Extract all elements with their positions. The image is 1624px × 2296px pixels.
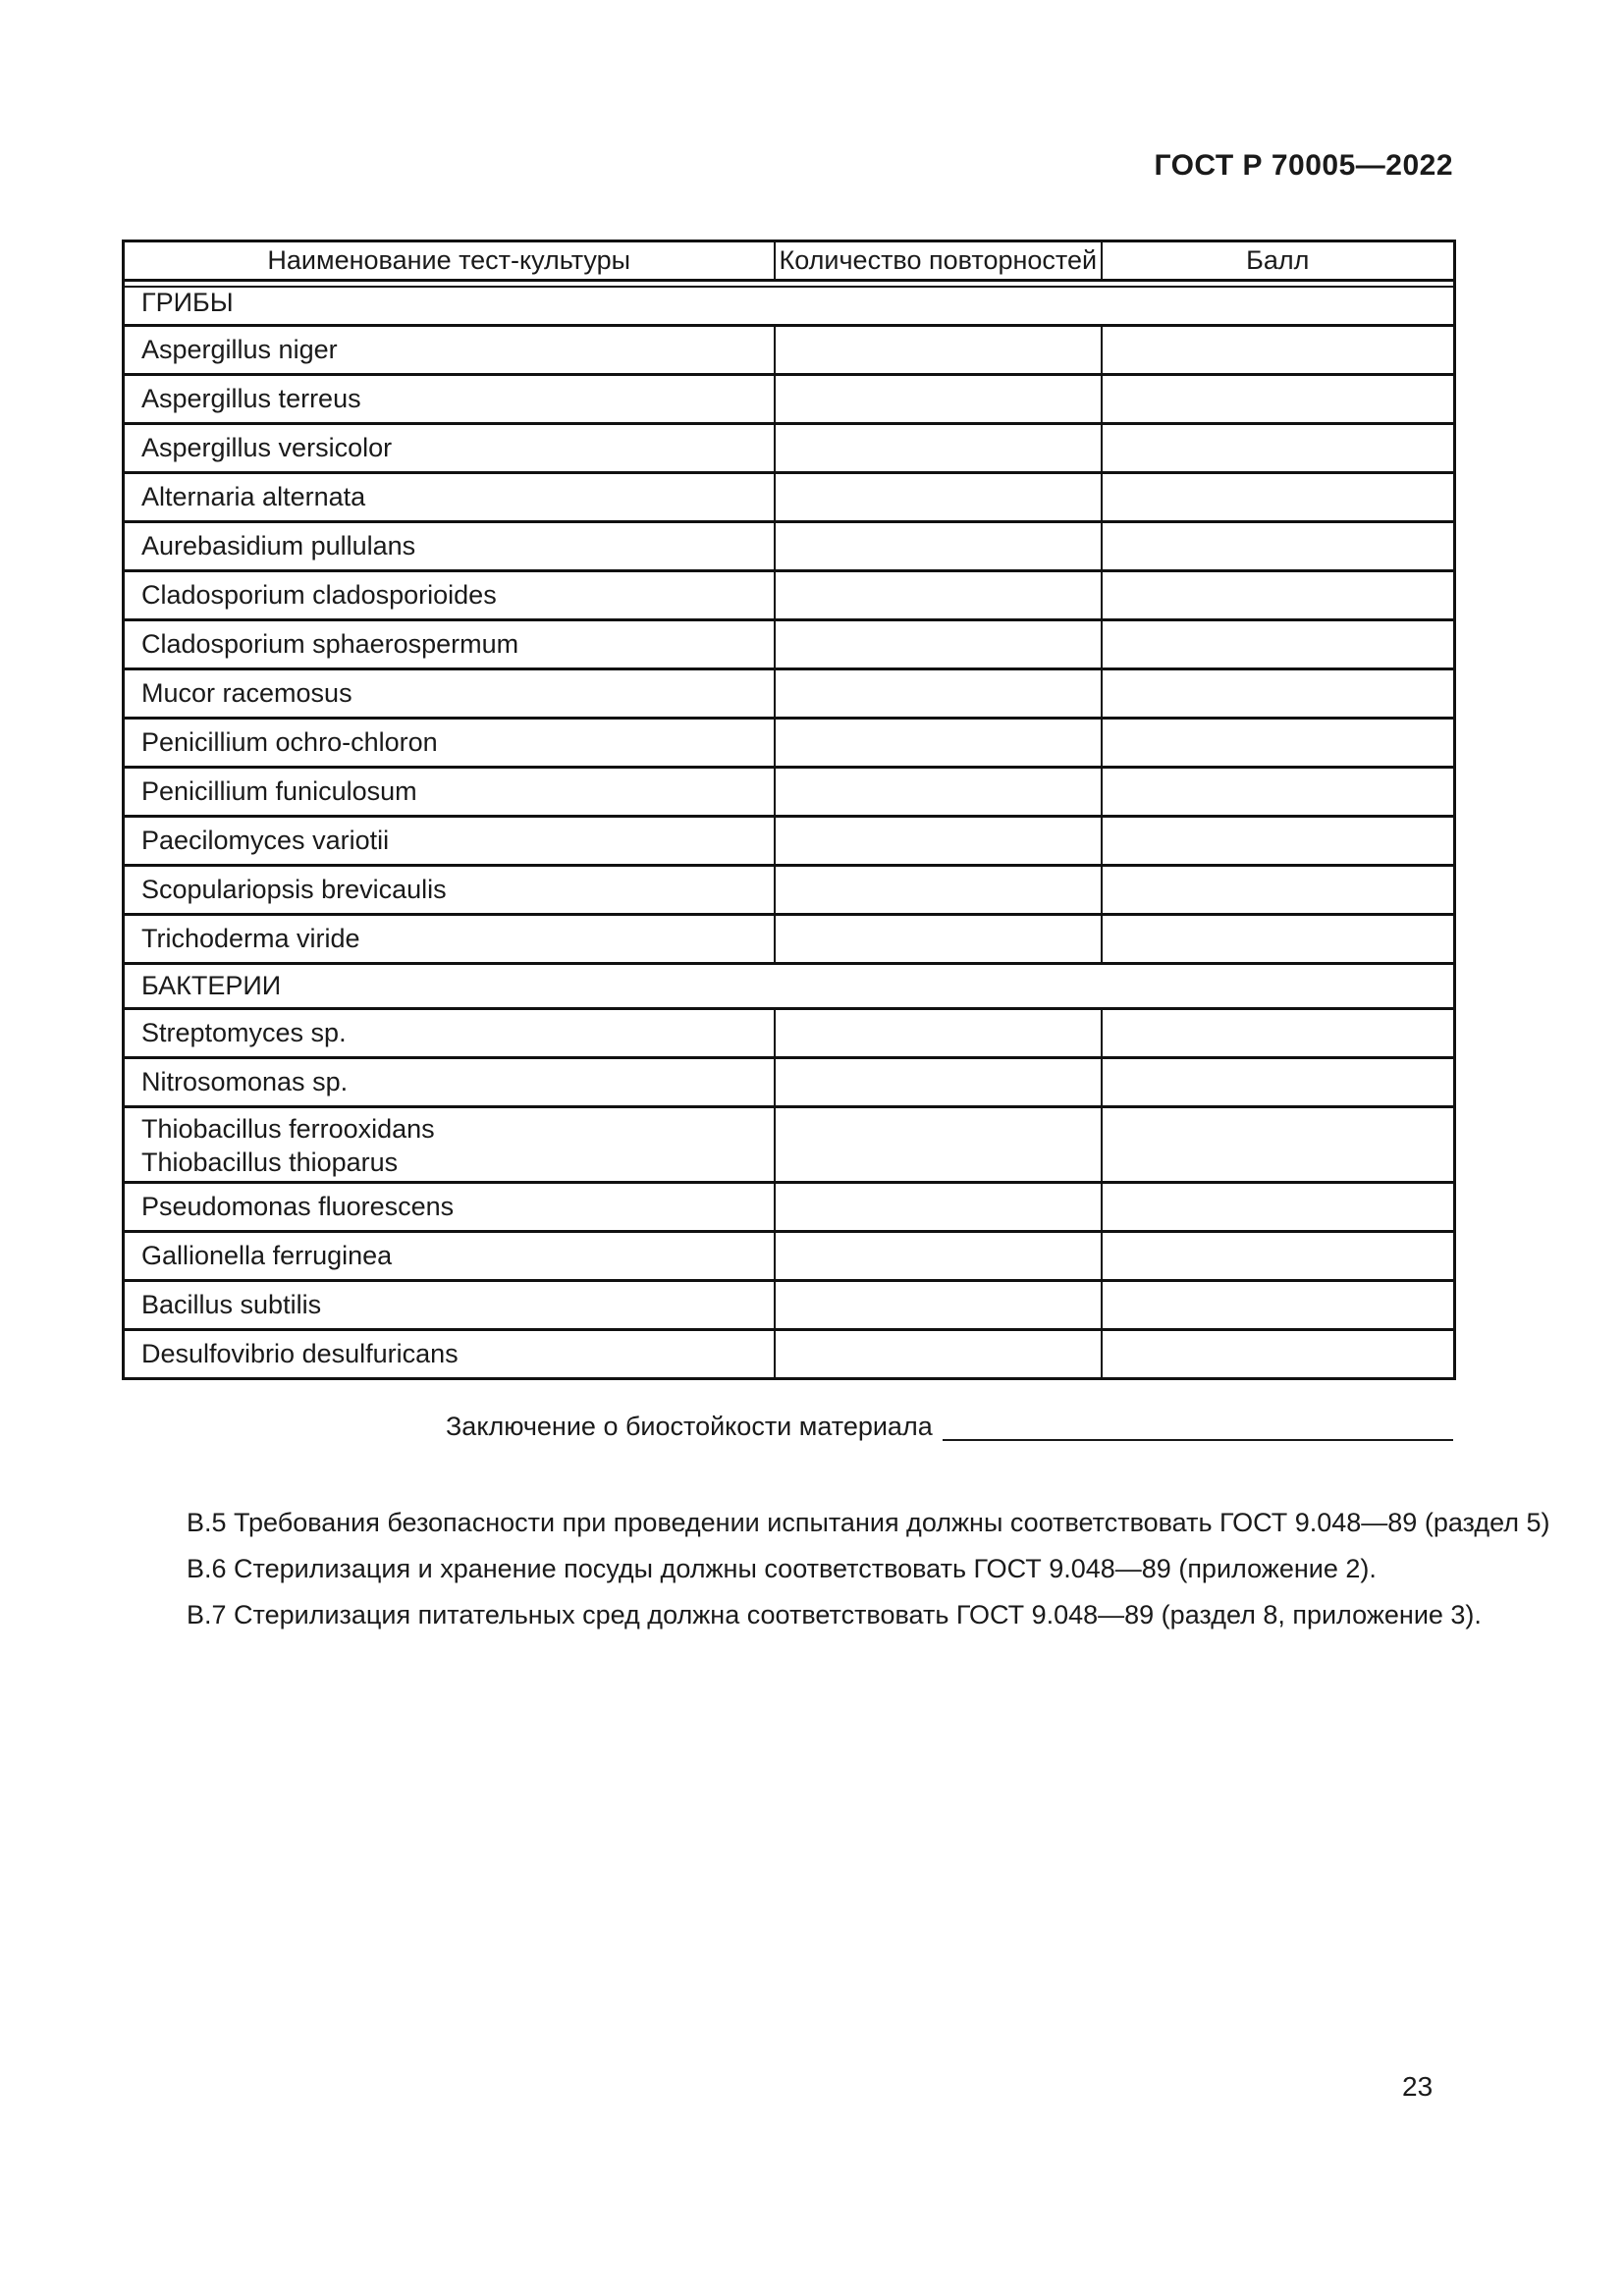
table-row — [124, 1009, 1455, 1058]
repetitions-cell — [775, 1107, 1102, 1183]
table-row — [124, 571, 1455, 620]
score-cell — [1102, 669, 1455, 719]
culture-name-cell: Cladosporium cladosporioides — [124, 571, 775, 620]
section-label: БАКТЕРИИ — [124, 964, 1455, 1009]
conclusion-line — [122, 1412, 1453, 1442]
repetitions-cell — [775, 1281, 1102, 1330]
culture-name-cell: Aurebasidium pullulans — [124, 522, 775, 571]
culture-name-cell: Streptomyces sp. — [124, 1009, 775, 1058]
table-row — [124, 522, 1455, 571]
culture-name-cell: Mucor racemosus — [124, 669, 775, 719]
table-header-row — [124, 241, 1455, 281]
score-cell — [1102, 1281, 1455, 1330]
table-row — [124, 915, 1455, 964]
score-cell — [1102, 768, 1455, 817]
culture-name-cell: Scopulariopsis brevicaulis — [124, 866, 775, 915]
repetitions-cell — [775, 326, 1102, 375]
score-cell — [1102, 1183, 1455, 1232]
culture-name-cell: Trichoderma viride — [124, 915, 775, 964]
culture-name-cell: Penicillium funiculosum — [124, 768, 775, 817]
note-b5: В.5 Требования безопасности при проведении испытания должны соответствовать ГОСТ 9.048—89 (раздел 5) — [187, 1508, 1550, 1537]
culture-name-line2: Thiobacillus thioparus — [141, 1148, 399, 1177]
score-cell — [1102, 915, 1455, 964]
notes-block — [187, 1500, 1550, 1638]
repetitions-cell — [775, 620, 1102, 669]
note-b7: В.7 Стерилизация питательных сред должна соответствовать ГОСТ 9.048—89 (раздел 8, приложение 3). — [187, 1600, 1482, 1629]
score-cell — [1102, 375, 1455, 424]
score-cell — [1102, 473, 1455, 522]
culture-name-cell: Cladosporium sphaerospermum — [124, 620, 775, 669]
table-row — [124, 1330, 1455, 1379]
repetitions-cell — [775, 915, 1102, 964]
table-row — [124, 375, 1455, 424]
table-row — [124, 866, 1455, 915]
repetitions-cell — [775, 817, 1102, 866]
culture-name-cell — [124, 1107, 775, 1183]
repetitions-cell — [775, 571, 1102, 620]
page-number: 23 — [1402, 2071, 1434, 2102]
repetitions-cell — [775, 768, 1102, 817]
table-row — [124, 620, 1455, 669]
column-header-score: Балл — [1102, 241, 1455, 281]
culture-name-cell: Bacillus subtilis — [124, 1281, 775, 1330]
repetitions-cell — [775, 1183, 1102, 1232]
repetitions-cell — [775, 669, 1102, 719]
culture-name-cell: Nitrosomonas sp. — [124, 1058, 775, 1107]
column-header-culture-name: Наименование тест-культуры — [124, 241, 775, 281]
table-row — [124, 669, 1455, 719]
score-cell — [1102, 522, 1455, 571]
score-cell — [1102, 866, 1455, 915]
repetitions-cell — [775, 1330, 1102, 1379]
document-number: ГОСТ Р 70005—2022 — [1154, 149, 1453, 182]
table-row — [124, 1183, 1455, 1232]
culture-name-cell: Penicillium ochro-chloron — [124, 719, 775, 768]
score-cell — [1102, 571, 1455, 620]
table-row — [124, 1232, 1455, 1281]
repetitions-cell — [775, 375, 1102, 424]
culture-name-cell: Alternaria alternata — [124, 473, 775, 522]
repetitions-cell — [775, 866, 1102, 915]
header-double-rule — [122, 286, 1453, 288]
table-row — [124, 817, 1455, 866]
test-cultures-table — [122, 240, 1456, 1380]
culture-name-cell: Desulfovibrio desulfuricans — [124, 1330, 775, 1379]
score-cell — [1102, 817, 1455, 866]
score-cell — [1102, 1009, 1455, 1058]
score-cell — [1102, 1107, 1455, 1183]
table-row — [124, 473, 1455, 522]
note-b6: В.6 Стерилизация и хранение посуды должны соответствовать ГОСТ 9.048—89 (приложение 2). — [187, 1554, 1377, 1583]
conclusion-blank-line — [943, 1413, 1453, 1441]
culture-name-cell: Paecilomyces variotii — [124, 817, 775, 866]
culture-name-cell: Aspergillus versicolor — [124, 424, 775, 473]
test-cultures-table-wrap — [122, 240, 1453, 1380]
repetitions-cell — [775, 719, 1102, 768]
table-row — [124, 326, 1455, 375]
section-row-bacteria — [124, 964, 1455, 1009]
table-row — [124, 1107, 1455, 1183]
conclusion-label: Заключение о биостойкости материала — [446, 1412, 933, 1441]
table-row — [124, 768, 1455, 817]
culture-name-cell: Aspergillus niger — [124, 326, 775, 375]
culture-name-cell: Gallionella ferruginea — [124, 1232, 775, 1281]
table-row — [124, 1281, 1455, 1330]
table-row — [124, 424, 1455, 473]
culture-name-line1: Thiobacillus ferrooxidans — [141, 1114, 435, 1144]
repetitions-cell — [775, 424, 1102, 473]
table-row — [124, 719, 1455, 768]
repetitions-cell — [775, 1058, 1102, 1107]
score-cell — [1102, 1232, 1455, 1281]
culture-name-cell: Pseudomonas fluorescens — [124, 1183, 775, 1232]
table-row — [124, 1058, 1455, 1107]
repetitions-cell — [775, 473, 1102, 522]
repetitions-cell — [775, 1009, 1102, 1058]
score-cell — [1102, 1330, 1455, 1379]
score-cell — [1102, 620, 1455, 669]
repetitions-cell — [775, 1232, 1102, 1281]
culture-name-cell: Aspergillus terreus — [124, 375, 775, 424]
score-cell — [1102, 424, 1455, 473]
repetitions-cell — [775, 522, 1102, 571]
score-cell — [1102, 719, 1455, 768]
score-cell — [1102, 1058, 1455, 1107]
section-label: ГРИБЫ — [124, 281, 1455, 326]
column-header-repetitions: Количество повторностей — [775, 241, 1102, 281]
score-cell — [1102, 326, 1455, 375]
